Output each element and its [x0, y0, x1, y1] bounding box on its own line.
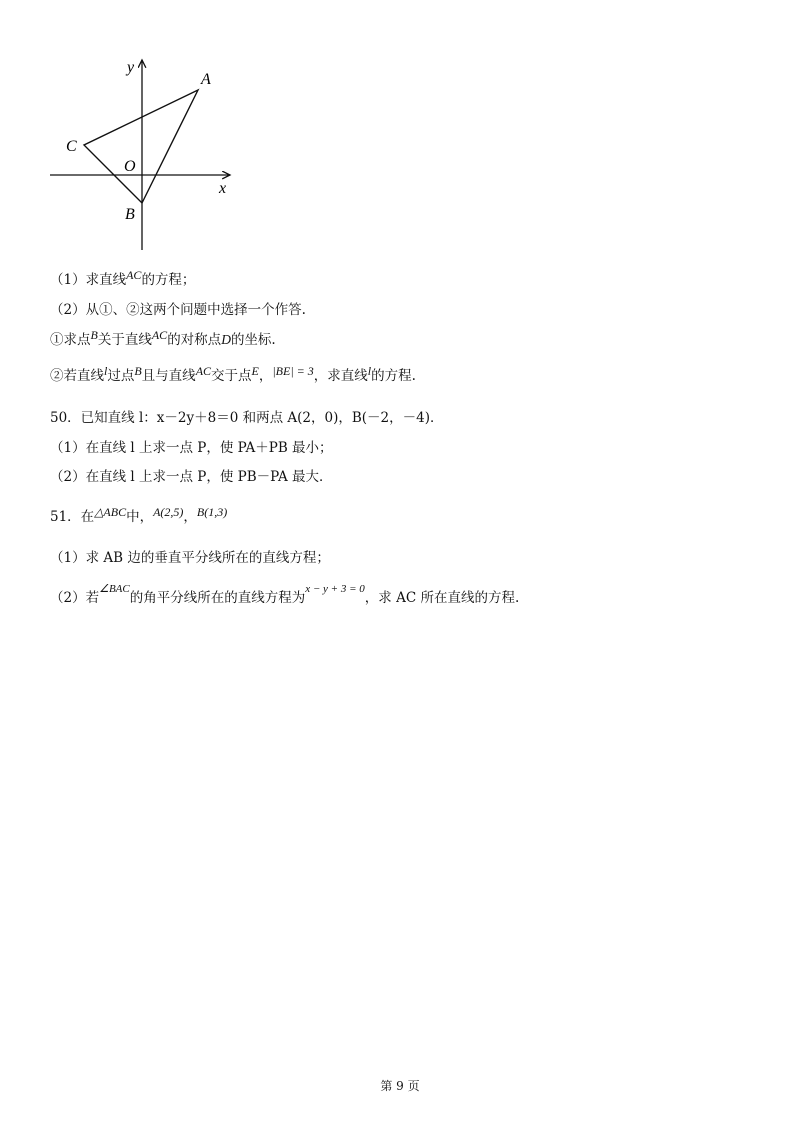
triangle-abc [84, 90, 198, 203]
q50-part1: （1）在直线 l 上求一点 P，使 PA＋PB 最小； [50, 440, 333, 456]
q51-stem: 51．在△ABC中，A(2,5)，B(1,3) [50, 505, 228, 525]
q51-part1: （1）求 AB 边的垂直平分线所在的直线方程； [50, 550, 330, 566]
q50-part2: （2）在直线 l 上求一点 P，使 PB－PA 最大． [50, 469, 333, 485]
q51-part2: （2）若$^{\angle BAC}$的角平分线所在的直线方程为$^{x - y + 3 = 0}$，求 AC 所在直线的方程. [50, 583, 520, 606]
point-a-label: A [201, 71, 211, 88]
q49-option1: ①求点B关于直线AC的对称点D的坐标. [50, 328, 276, 348]
q49-part1: （1）求直线AC的方程； [50, 268, 196, 288]
y-axis-label: y [127, 59, 135, 76]
coordinate-figure [45, 55, 245, 255]
x-axis-label: x [219, 180, 227, 197]
page-number: 第 9 页 [380, 1079, 420, 1093]
q49-option2: ②若直线l过点B且与直线AC交于点E，|BE| = 3，求直线l的方程. [50, 364, 416, 384]
q49-part2: （2）从①、②这两个问题中选择一个作答. [50, 302, 306, 318]
point-b-label: B [125, 206, 135, 223]
point-c-label: C [66, 138, 77, 155]
q50-stem: 50．已知直线 l：x－2y＋8＝0 和两点 A(2，0)，B(－2，－4)． [50, 410, 444, 426]
origin-label: O [124, 158, 136, 175]
